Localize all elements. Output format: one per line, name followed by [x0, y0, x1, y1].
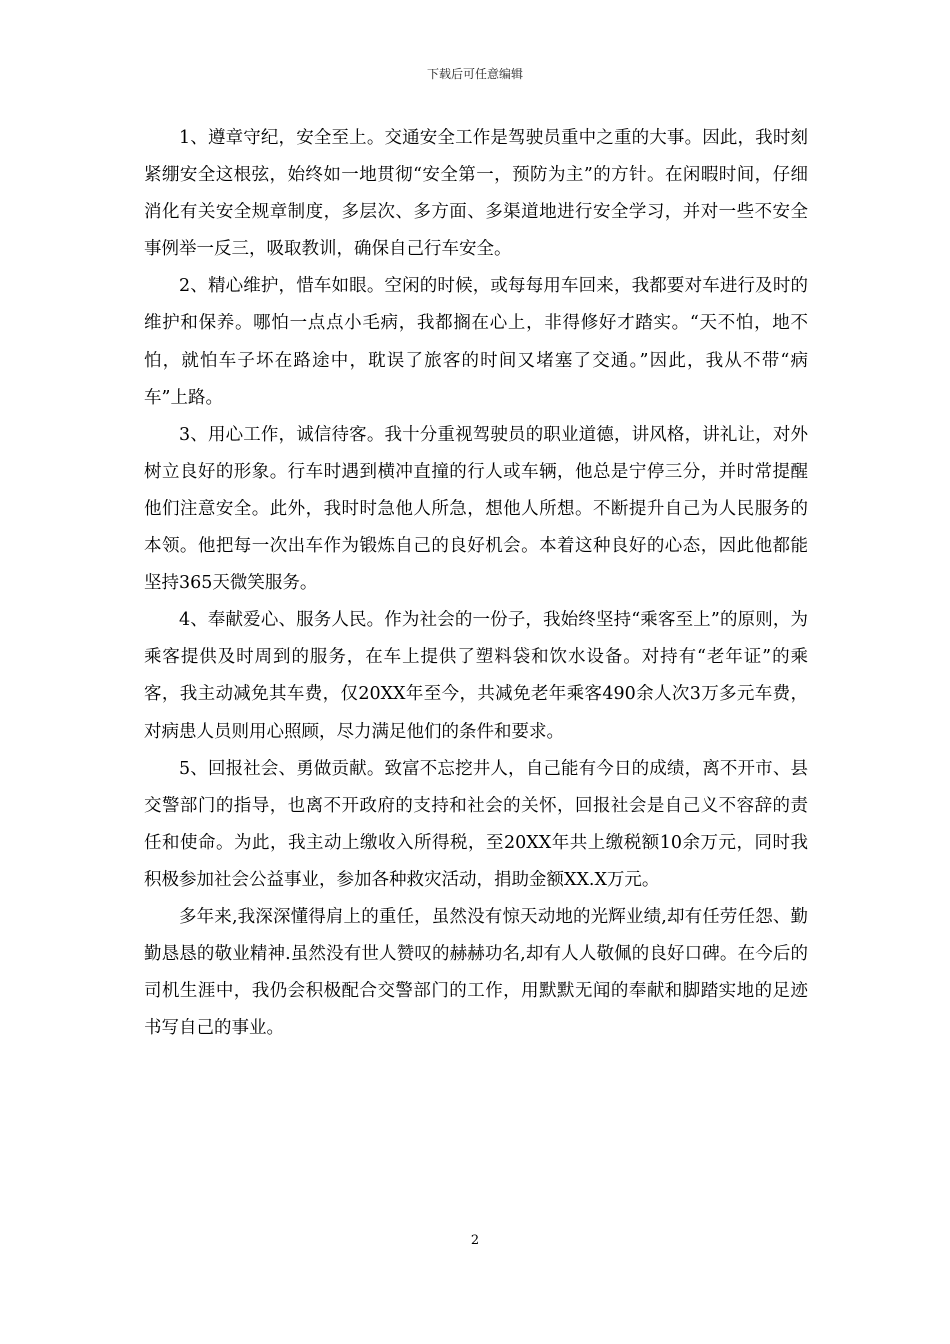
- closing-paragraph: 多年来,我深深懂得肩上的重任，虽然没有惊天动地的光辉业绩,却有任劳任怨、勤勤恳恳的敬业精神.虽然没有世人赞叹的赫赫功名,却有人人敬佩的良好口碑。在今后的司机生涯中，我仍会积极配合交警部门的工作，用默默无闻的奉献和脚踏实地的足迹书写自己的事业。: [144, 906, 808, 1039]
- paragraph-3: 3、用心工作，诚信待客。我十分重视驾驶员的职业道德，讲风格，讲礼让，对外树立良好的形象。行车时遇到横冲直撞的行人或车辆，他总是宁停三分，并时常提醒他们注意安全。此外，我时时急他人所急，想他人所想。不断提升自己为人民服务的本领。他把每一次出车作为锻炼自己的良好机会。本着这种良好的心态，因此他都能坚持365天微笑服务。: [144, 424, 808, 594]
- paragraph-4: 4、奉献爱心、服务人民。作为社会的一份子，我始终坚持“乘客至上”的原则，为乘客提供及时周到的服务，在车上提供了塑料袋和饮水设备。对持有“老年证”的乘客，我主动减免其车费，仅20XX年至今，共减免老年乘客490余人次3万多元车费，对病患人员则用心照顾，尽力满足他们的条件和要求。: [144, 610, 808, 742]
- paragraph-1: 1、遵章守纪，安全至上。交通安全工作是驾驶员重中之重的大事。因此，我时刻紧绷安全这根弦，始终如一地贯彻“安全第一，预防为主”的方针。在闲暇时间，仔细消化有关安全规章制度，多层次、多方面、多渠道地进行安全学习，并对一些不安全事例举一反三，吸取教训，确保自己行车安全。: [144, 128, 808, 260]
- paragraph-5: 5、回报社会、勇做贡献。致富不忘挖井人，自己能有今日的成绩，离不开市、县交警部门的指导，也离不开政府的支持和社会的关怀，回报社会是自己义不容辞的责任和使命。为此，我主动上缴收入所得税，至20XX年共上缴税额10余万元，同时我积极参加社会公益事业，参加各种救灾活动，捐助金额XX.X万元。: [144, 758, 808, 890]
- page-header: 下载后可任意编辑: [426, 67, 523, 81]
- paragraph-2: 2、精心维护，惜车如眼。空闲的时候，或每每用车回来，我都要对车进行及时的维护和保养。哪怕一点点小毛病，我都搁在心上，非得修好才踏实。“天不怕，地不怕，就怕车子坏在路途中，耽误了旅客的时间又堵塞了交通。”因此，我从不带“病车”上路。: [144, 276, 808, 408]
- page-number: 2: [470, 1233, 480, 1248]
- document-body: [144, 120, 808, 1047]
